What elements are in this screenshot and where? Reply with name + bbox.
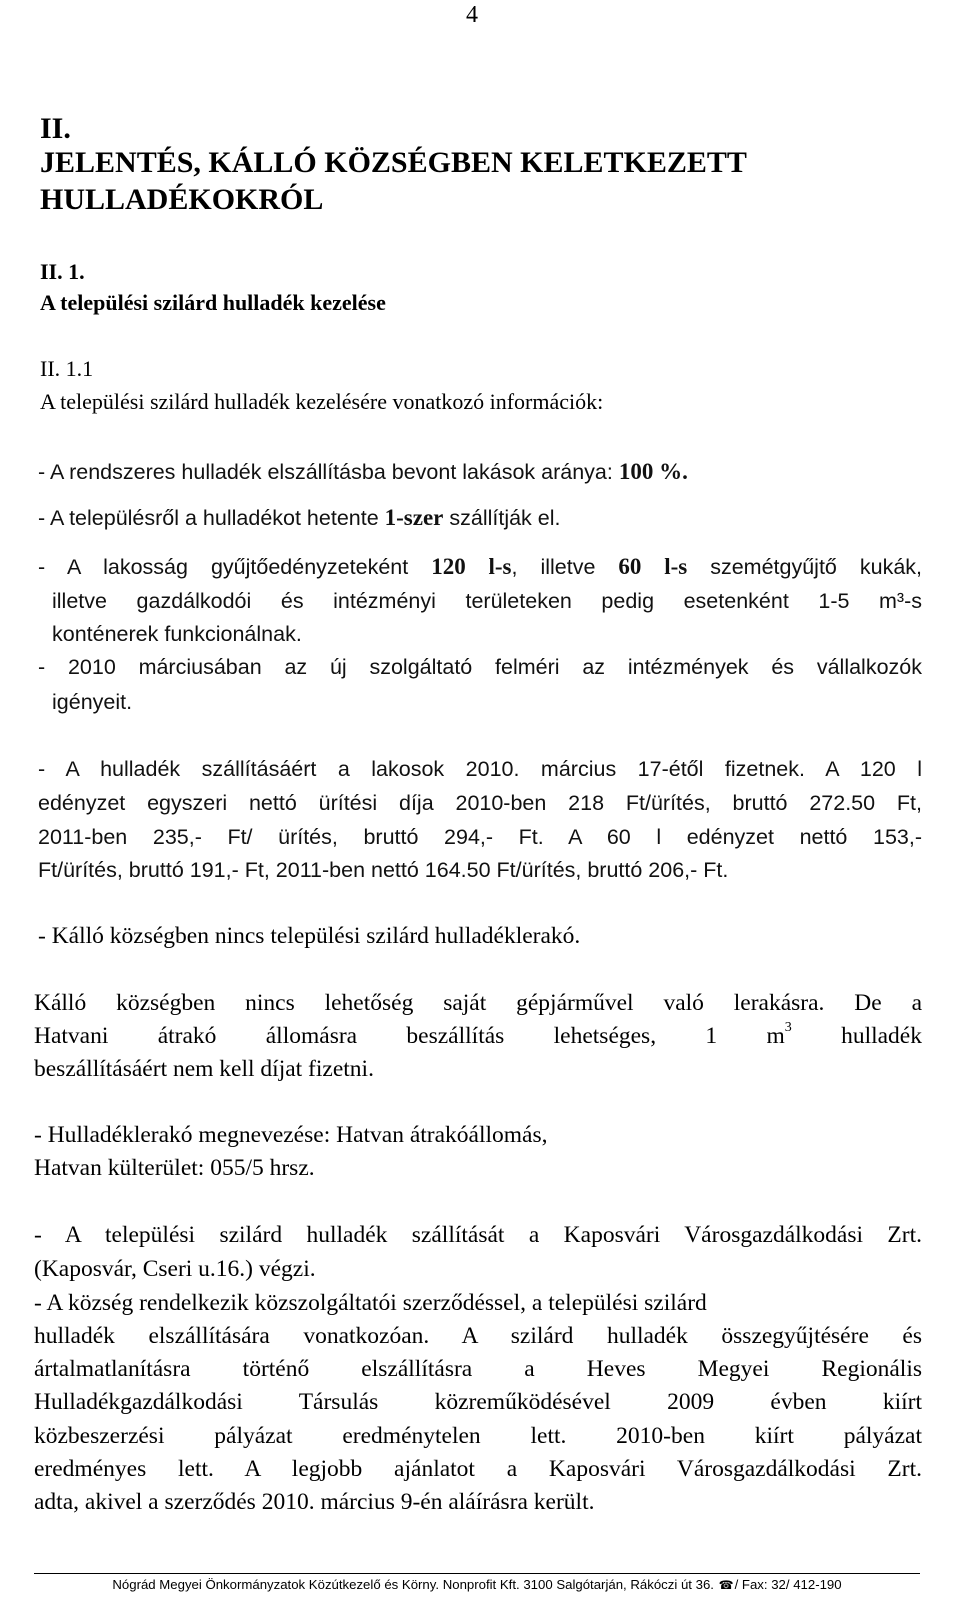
subsection-title: A települési szilárd hulladék kezelése [40, 290, 386, 315]
bullet-frequency-end: szállítják el. [443, 506, 561, 530]
transfer-text-a: Hatvani átrakó állomásra beszállítás lehetséges, 1 m [34, 1023, 785, 1049]
footer-fax: / Fax: 32/ 412-190 [734, 1577, 842, 1592]
bullet-landfill-name-line-1: - Hulladéklerakó megnevezése: Hatvan átrakóállomás, [34, 1122, 548, 1148]
section-title-line-2: HULLADÉKOKRÓL [40, 183, 324, 216]
bullet-contract-line-3: ártalmatlanításra történő elszállításra a Heves Megyei Regionális [34, 1356, 922, 1382]
sub-subsection-number: II. 1.1 [40, 356, 94, 381]
footer-address: Nógrád Megyei Önkormányzatok Közútkezelő és Körny. Nonprofit Kft. 3100 Salgótarján, Rákóczi út 36. [112, 1577, 718, 1592]
footer-divider [34, 1573, 920, 1574]
cubic-superscript: 3 [784, 1020, 792, 1035]
telephone-icon: ☎ [718, 1578, 734, 1592]
bullet-containers-line-1 [38, 554, 922, 580]
section-number: II. [40, 112, 71, 145]
paragraph-transfer-line-2 [34, 1020, 922, 1050]
bullet-contract-line-2: hulladék elszállítására vonatkozóan. A szilárd hulladék összegyűjtésére és [34, 1323, 922, 1349]
bullet-contract-line-7: adta, akivel a szerződés 2010. március 9-én aláírásra került. [34, 1489, 595, 1515]
containers-text-a: - A lakosság gyűjtőedényzeteként [38, 555, 432, 579]
bullet-survey-line-2: igényeit. [52, 690, 133, 714]
bullet-contract-line-1: - A község rendelkezik közszolgáltatói szerződéssel, a települési szilárd [34, 1290, 707, 1316]
bullet-collection-rate [38, 459, 688, 485]
bullet-fees-line-3: 2011-ben 235,- Ft/ ürítés, bruttó 294,- Ft. A 60 l edényzet nettó 153,- [38, 825, 922, 849]
bullet-containers-line-2: illetve gazdálkodói és intézményi területeken pedig esetenként 1-5 m³-s [52, 589, 922, 613]
bullet-contract-line-4: Hulladékgazdálkodási Társulás közreműködésével 2009 évben kiírt [34, 1389, 922, 1415]
bullet-frequency [38, 505, 561, 531]
page-number: 4 [466, 2, 478, 28]
bullet-fees-line-1: - A hulladék szállításáért a lakosok 2010. március 17-étől fizetnek. A 120 l [38, 757, 922, 781]
bullet-contract-line-6: eredményes lett. A legjobb ajánlatot a Kaposvári Városgazdálkodási Zrt. [34, 1456, 922, 1482]
bullet-survey-line-1: - 2010 márciusában az új szolgáltató felméri az intézmények és vállalkozók [38, 655, 922, 679]
bullet-landfill-name-line-2: Hatvan külterület: 055/5 hrsz. [34, 1155, 315, 1181]
container-size-120: 120 l-s [431, 554, 512, 579]
bullet-transport-line-1: - A települési szilárd hulladék szállítását a Kaposvári Városgazdálkodási Zrt. [34, 1222, 922, 1248]
section-title-line-1: JELENTÉS, KÁLLÓ KÖZSÉGBEN KELETKEZETT [40, 146, 747, 179]
bullet-fees-line-4: Ft/ürítés, bruttó 191,- Ft, 2011-ben nettó 164.50 Ft/ürítés, bruttó 206,- Ft. [38, 858, 729, 882]
bullet-contract-line-5: közbeszerzési pályázat eredménytelen lett. 2010-ben kiírt pályázat [34, 1423, 922, 1449]
page-footer [34, 1577, 920, 1592]
paragraph-transfer-line-1: Kálló községben nincs lehetőség saját gépjárművel való lerakásra. De a [34, 990, 922, 1016]
bullet-fees-line-2: edényzet egyszeri nettó ürítési díja 2010-ben 218 Ft/ürítés, bruttó 272.50 Ft, [38, 791, 922, 815]
subsection-number: II. 1. [40, 259, 85, 284]
frequency-value: 1-szer [384, 505, 444, 530]
containers-text-d: szemétgyűjtő kukák, [687, 555, 923, 579]
bullet-transport-line-2: (Kaposvár, Cseri u.16.) végzi. [34, 1256, 316, 1282]
transfer-text-b: hulladék [791, 1023, 922, 1049]
bullet-frequency-text: - A településről a hulladékot hetente [38, 506, 385, 530]
bullet-collection-rate-text: - A rendszeres hulladék elszállításba bevont lakások aránya: [38, 460, 619, 484]
bullet-no-landfill: - Kálló községben nincs települési szilárd hulladéklerakó. [38, 923, 581, 949]
sub-subsection-title: A települési szilárd hulladék kezelésére vonatkozó információk: [40, 389, 604, 414]
bullet-containers-line-3: konténerek funkcionálnak. [52, 622, 302, 646]
container-size-60: 60 l-s [618, 554, 688, 579]
paragraph-transfer-line-3: beszállításáért nem kell díjat fizetni. [34, 1056, 374, 1082]
collection-rate-value: 100 %. [618, 459, 688, 484]
containers-text-c: , illetve [511, 555, 619, 579]
